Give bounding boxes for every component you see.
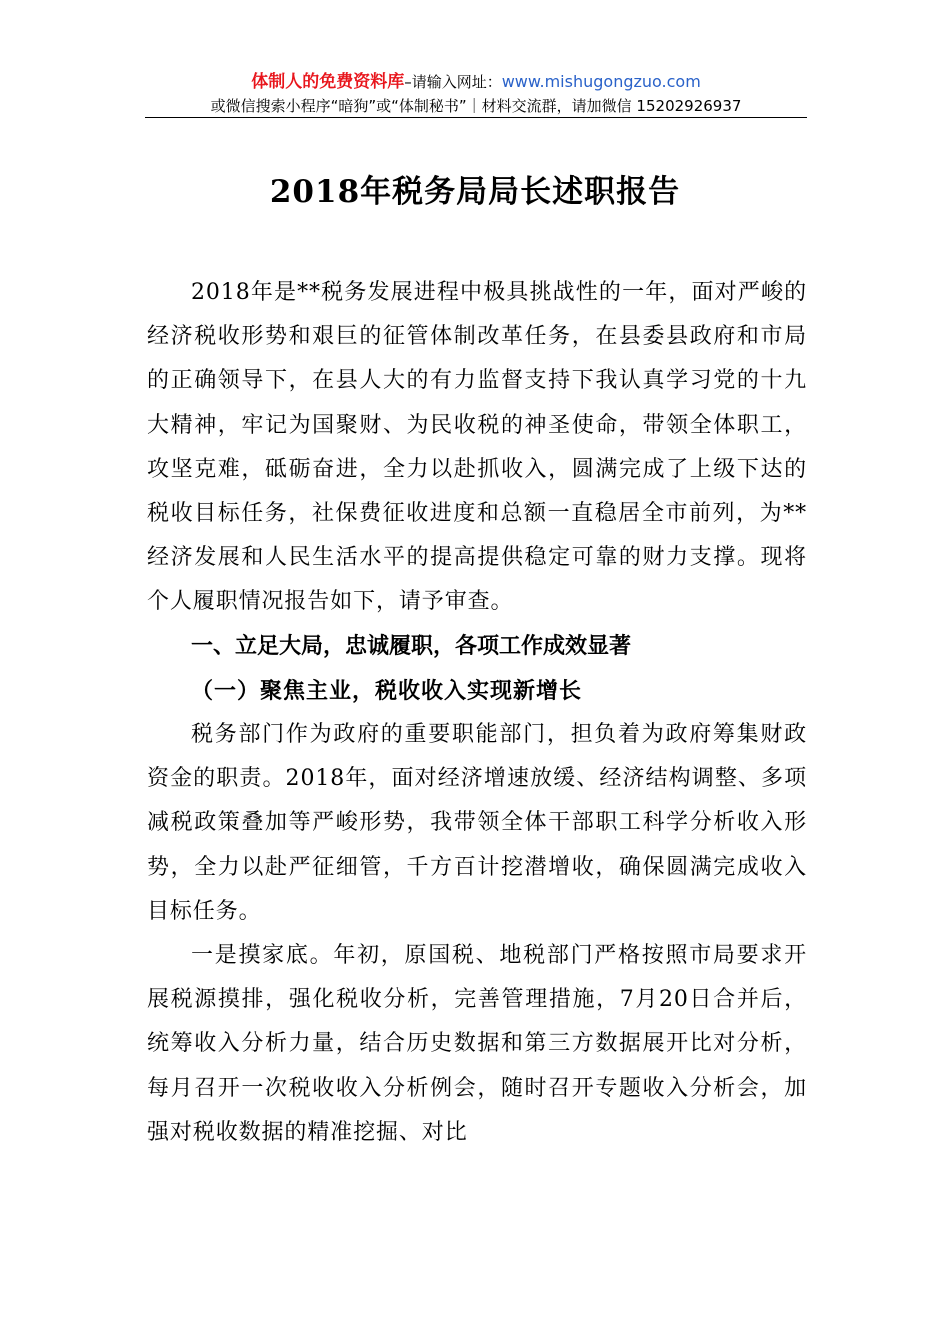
paragraph-2: 税务部门作为政府的重要职能部门，担负着为政府筹集财政资金的职责。2018年，面对经济增速放缓、经济结构调整、多项减税政策叠加等严峻形势，我带领全体干部职工科学分析收入形势，全力以赴严征细管，千方百计挖潜增收，确保圆满完成收入目标任务。 [147,722,807,924]
header-line-1 [145,70,807,94]
header-url-link[interactable]: www.mishugongzuo.com [501,72,701,91]
header-line-2: 或微信搜索小程序“暗狗”或“体制秘书”｜材料交流群，请加微信 15202926937 [210,97,742,115]
document-title: 2018年税务局局长述职报告 [269,174,681,210]
header-prompt: –请输入网址： [404,73,502,91]
header-brand: 体制人的免费资料库 [251,72,405,92]
page-header [145,70,807,118]
header-divider [145,117,807,118]
paragraph-3: 一是摸家底。年初，原国税、地税部门严格按照市局要求开展税源摸排，强化税收分析，完善管理措施，7月20日合并后，统筹收入分析力量，结合历史数据和第三方数据展开比对分析，每月召开一次税收收入分析例会，随时召开专题收入分析会，加强对税收数据的精准挖掘、对比 [147,943,807,1145]
subsection-1-heading: （一）聚焦主业，税收收入实现新增长 [191,677,583,704]
intro-paragraph: 2018年是**税务发展进程中极具挑战性的一年，面对严峻的经济税收形势和艰巨的征管体制改革任务，在县委县政府和市局的正确领导下，在县人大的有力监督支持下我认真学习党的十九大精神，牢记为国聚财、为民收税的神圣使命，带领全体职工，攻坚克难，砥砺奋进，全力以赴抓收入，圆满完成了上级下达的税收目标任务，社保费征收进度和总额一直稳居全市前列，为**经济发展和人民生活水平的提高提供稳定可靠的财力支撑。现将个人履职情况报告如下，请予审查。 [147,280,807,615]
document-body [147,271,807,1155]
section-1-heading: 一、立足大局，忠诚履职，各项工作成效显著 [191,633,632,659]
